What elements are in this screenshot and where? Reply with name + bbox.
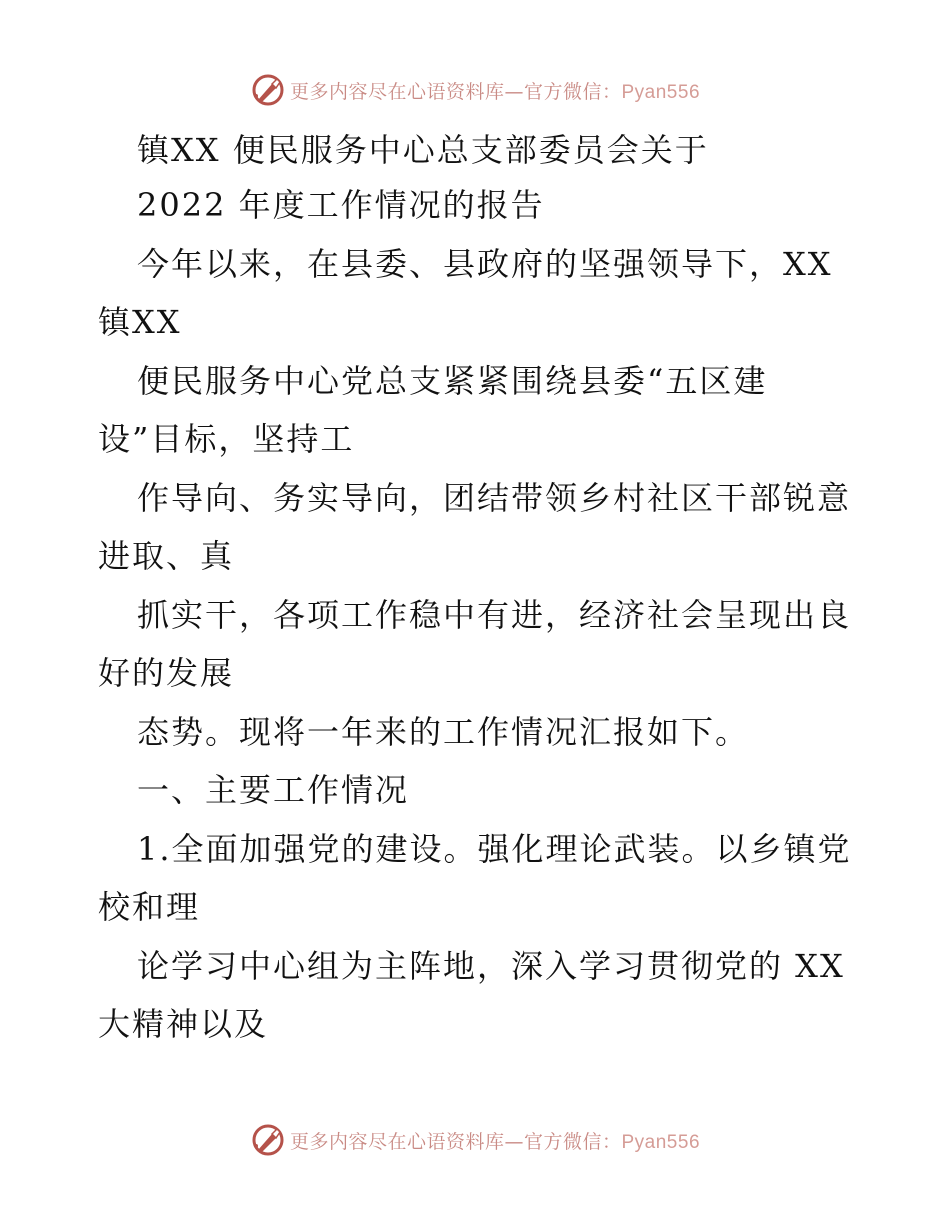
watermark-label: 更多内容尽在心语资料库—官方微信： <box>289 80 622 103</box>
watermark-label: 更多内容尽在心语资料库—官方微信： <box>289 1130 622 1153</box>
paragraph-line: 抓实干，各项工作稳中有进，经济社会呈现出良 <box>137 596 852 634</box>
document-title-line-1: 镇XX 便民服务中心总支部委员会关于 <box>137 131 709 169</box>
paragraph-line: 1.全面加强党的建设。强化理论武装。以乡镇党 <box>137 830 852 868</box>
paragraph-line: 论学习中心组为主阵地，深入学习贯彻党的 XX <box>137 947 845 985</box>
paragraph-line: 校和理 <box>98 888 201 926</box>
watermark-banner-top <box>0 70 950 110</box>
watermark-text <box>290 77 700 104</box>
paragraph-line: 态势。现将一年来的工作情况汇报如下。 <box>137 713 750 751</box>
paragraph-line: 便民服务中心党总支紧紧围绕县委“五区建 <box>137 362 768 400</box>
paragraph-line: 设”目标，坚持工 <box>98 420 355 458</box>
section-heading: 一、主要工作情况 <box>137 771 410 809</box>
document-title-line-2: 2022 年度工作情况的报告 <box>137 186 545 224</box>
paragraph-line: 今年以来，在县委、县政府的坚强领导下，XX <box>137 245 833 283</box>
watermark-handle: Pyan556 <box>621 81 701 103</box>
pen-nib-logo-icon <box>250 1122 286 1158</box>
watermark-banner-bottom <box>0 1120 950 1160</box>
paragraph-line: 进取、真 <box>98 537 235 575</box>
paragraph-line: 好的发展 <box>98 654 235 692</box>
watermark-handle: Pyan556 <box>621 1131 701 1153</box>
watermark-text <box>290 1127 700 1154</box>
paragraph-line: 镇XX <box>98 303 182 341</box>
paragraph-line: 大精神以及 <box>98 1005 269 1043</box>
pen-nib-logo-icon <box>250 72 286 108</box>
paragraph-line: 作导向、务实导向，团结带领乡村社区干部锐意 <box>137 479 852 517</box>
